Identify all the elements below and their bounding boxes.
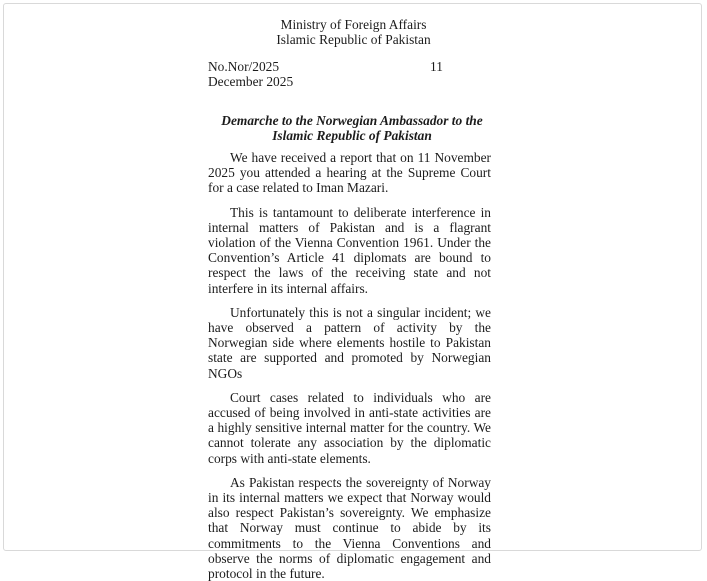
paragraph-4: Court cases related to individuals who are accused of being involved in anti-state activities are a highly sensitive internal matter for the country. We cannot tolerate any association by the diplomatic corps with anti-state elements. (208, 389, 491, 466)
paragraph-5: As Pakistan respects the sovereignty of Norway in its internal matters we expect that Norway would also respect Pakistan’s sovereignty. We emphasize that Norway must continue to abide by its commitments to the Vienna Conventions and observe the norms of diplomatic engagement and protocol in the future. (208, 474, 491, 581)
ministry-name: Ministry of Foreign Affairs (280, 17, 427, 32)
paragraph-2: This is tantamount to deliberate interference in internal matters of Pakistan and is a flagrant violation of the Vienna Convention 1961. Under the Convention’s Article 41 diplomats are bound to respect the laws of the receiving state and not interfere in its internal affairs. (208, 204, 491, 296)
subject-line-2: Islamic Republic of Pakistan (272, 128, 432, 143)
paragraph-1: We have received a report that on 11 November 2025 you attended a hearing at the Supreme Court for a case related to Iman Mazari. (208, 150, 491, 196)
letterhead (0, 17, 707, 47)
subject-heading (208, 113, 496, 143)
country-name: Islamic Republic of Pakistan (276, 32, 431, 47)
reference-date: December 2025 (208, 74, 294, 89)
subject-line-1: Demarche to the Norwegian Ambassador to the (221, 113, 483, 128)
letter-body (208, 150, 491, 581)
reference-number: No.Nor/2025 (208, 59, 280, 74)
reference-day: 11 (430, 59, 443, 74)
paragraph-3: Unfortunately this is not a singular incident; we have observed a pattern of activity by the Norwegian side where elements hostile to Pakistan state are supported and promoted by Norwegian NGOs (208, 304, 491, 381)
